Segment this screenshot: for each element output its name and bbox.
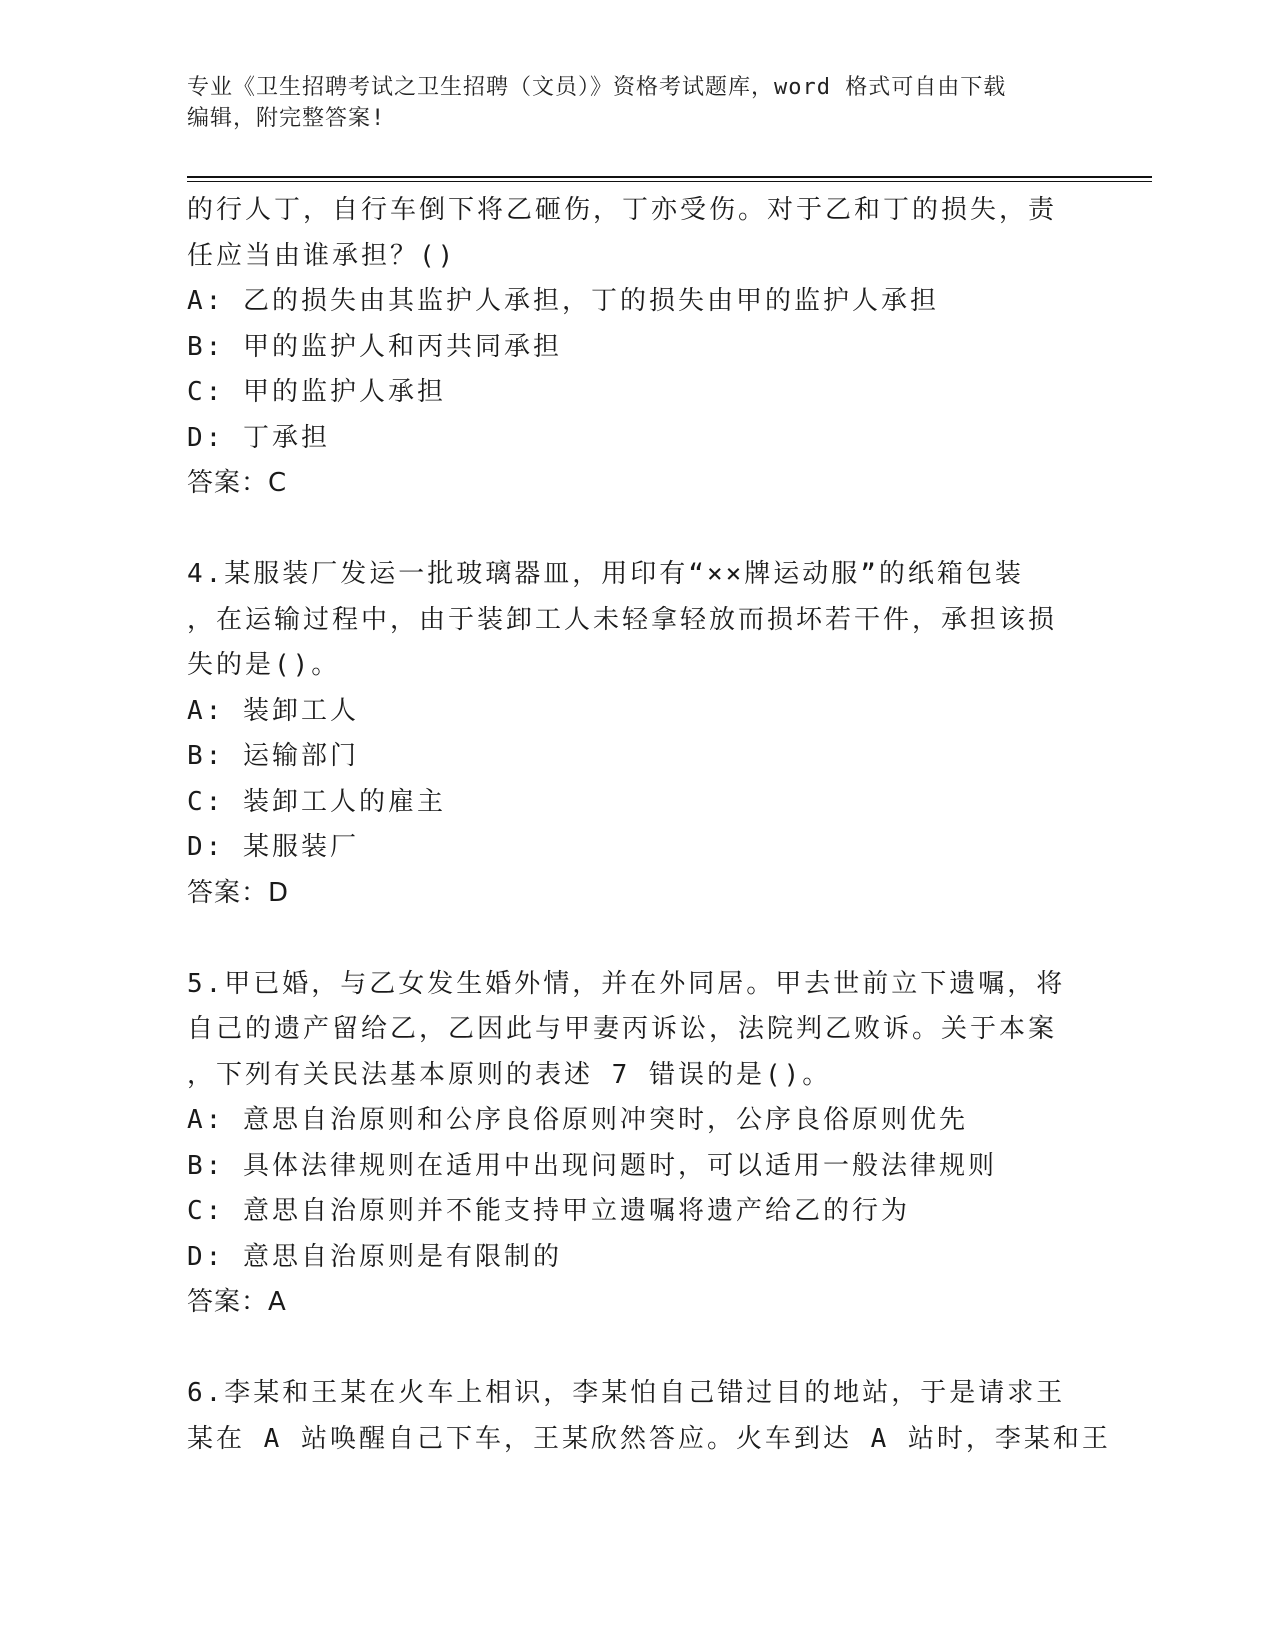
question-stem-line: 4.某服装厂发运一批玻璃器皿，用印有“××牌运动服”的纸箱包装 bbox=[187, 559, 1024, 589]
option-b: B: 甲的监护人和丙共同承担 bbox=[187, 331, 562, 362]
option-c: C: 装卸工人的雇主 bbox=[187, 786, 446, 817]
question-6 bbox=[187, 1371, 1111, 1462]
question-stem-line: 6.李某和王某在火车上相识，李某怕自己错过目的地站，于是请求王 bbox=[187, 1378, 1066, 1408]
option-a: A: 意思自治原则和公序良俗原则冲突时，公序良俗原则优先 bbox=[187, 1105, 968, 1135]
spacer bbox=[187, 1326, 1067, 1372]
question-stem-line: ，在运输过程中，由于装卸工人未轻拿轻放而损坏若干件，承担该损 bbox=[187, 604, 1058, 635]
option-b: B: 运输部门 bbox=[187, 741, 359, 771]
spacer bbox=[187, 507, 1067, 553]
header-rule-thick bbox=[187, 176, 1152, 178]
header-rule-thin bbox=[187, 181, 1152, 182]
question-4 bbox=[187, 552, 1067, 916]
document-body bbox=[187, 188, 1111, 1462]
header-line-2: 编辑，附完整答案! bbox=[187, 106, 386, 131]
answer-line: 答案：C bbox=[187, 468, 288, 498]
option-d: D: 意思自治原则是有限制的 bbox=[187, 1241, 562, 1272]
question-stem-line: 失的是()。 bbox=[187, 650, 341, 680]
option-a: A: 装卸工人 bbox=[187, 695, 359, 726]
document-header bbox=[187, 72, 1067, 134]
spacer bbox=[187, 916, 1067, 962]
question-stem-line: 5.甲已婚，与乙女发生婚外情，并在外同居。甲去世前立下遗嘱，将 bbox=[187, 968, 1066, 999]
answer-line: 答案：D bbox=[187, 877, 290, 908]
question-stem-line: ，下列有关民法基本原则的表述 7 错误的是()。 bbox=[187, 1059, 832, 1090]
question-3 bbox=[187, 188, 1067, 507]
option-c: C: 甲的监护人承担 bbox=[187, 377, 446, 407]
question-stem-line: 任应当由谁承担？() bbox=[187, 240, 457, 271]
option-a: A: 乙的损失由其监护人承担，丁的损失由甲的监护人承担 bbox=[187, 286, 939, 316]
option-b: B: 具体法律规则在适用中出现问题时，可以适用一般法律规则 bbox=[187, 1150, 997, 1181]
question-stem-line: 的行人丁，自行车倒下将乙砸伤，丁亦受伤。对于乙和丁的损失，责 bbox=[187, 195, 1058, 225]
question-stem-line: 自己的遗产留给乙，乙因此与甲妻丙诉讼，法院判乙败诉。关于本案 bbox=[187, 1014, 1058, 1044]
option-c: C: 意思自治原则并不能支持甲立遗嘱将遗产给乙的行为 bbox=[187, 1196, 910, 1226]
header-line-1: 专业《卫生招聘考试之卫生招聘（文员）》资格考试题库，word 格式可自由下载 bbox=[187, 75, 1007, 100]
answer-line: 答案：A bbox=[187, 1287, 287, 1317]
option-d: D: 丁承担 bbox=[187, 422, 330, 453]
option-d: D: 某服装厂 bbox=[187, 832, 359, 862]
question-5 bbox=[187, 962, 1067, 1326]
question-stem-line: 某在 A 站唤醒自己下车，王某欣然答应。火车到达 A 站时，李某和王 bbox=[187, 1423, 1111, 1454]
